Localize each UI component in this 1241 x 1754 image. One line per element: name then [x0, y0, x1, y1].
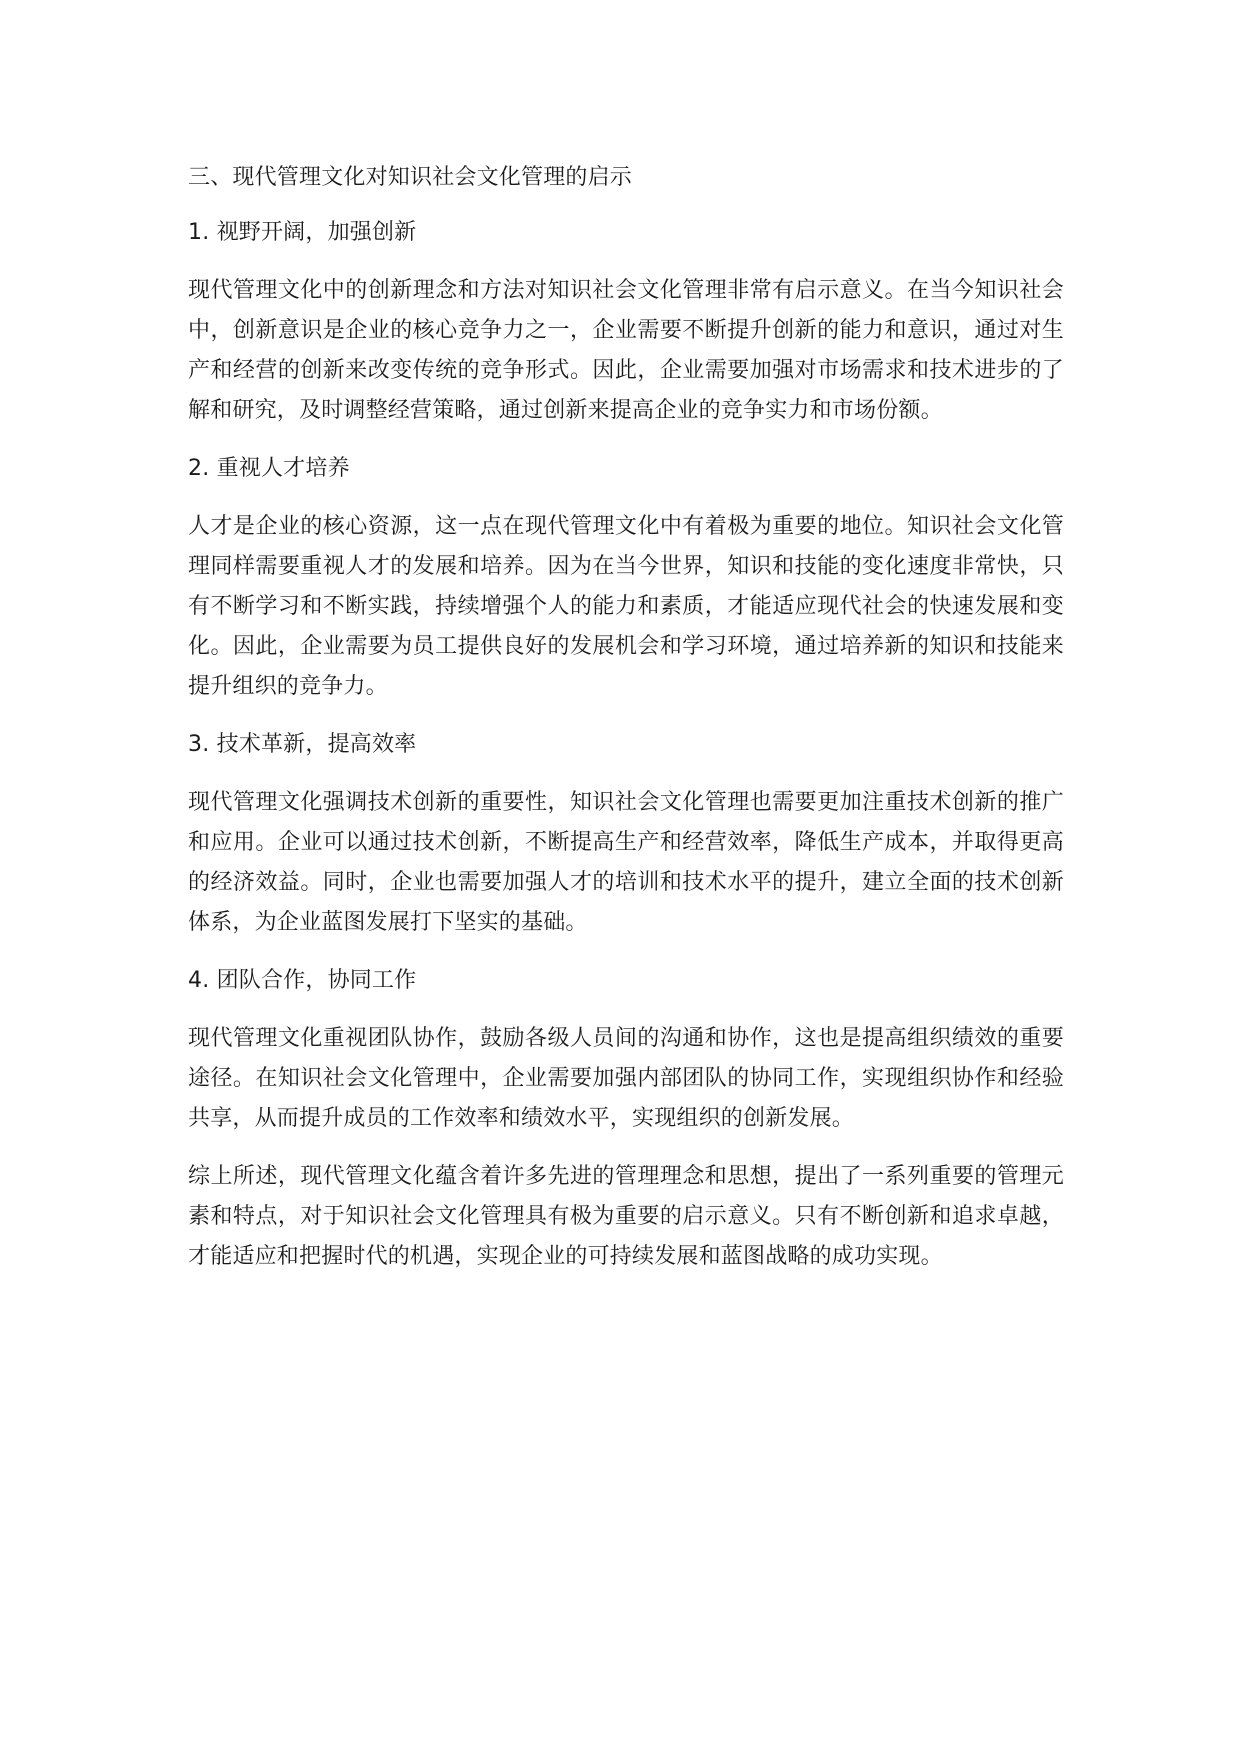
subheading-3: 3. 技术革新，提高效率: [188, 732, 417, 757]
paragraph-3: 现代管理文化强调技术创新的重要性，知识社会文化管理也需要更加注重技术创新的推广和应用。企业可以通过技术创新，不断提高生产和经营效率，降低生产成本，并取得更高的经济效益。同时，企业也需要加强人才的培训和技术水平的提升，建立全面的技术创新体系，为企业蓝图发展打下坚实的基础。: [188, 790, 1064, 935]
conclusion-paragraph: 综上所述，现代管理文化蕴含着许多先进的管理理念和思想，提出了一系列重要的管理元素和特点，对于知识社会文化管理具有极为重要的启示意义。只有不断创新和追求卓越，才能适应和把握时代的机遇，实现企业的可持续发展和蓝图战略的成功实现。: [188, 1164, 1064, 1269]
document-body: [188, 158, 1064, 1295]
section-title: 三、现代管理文化对知识社会文化管理的启示: [188, 165, 633, 190]
subheading-4: 4. 团队合作，协同工作: [188, 968, 417, 993]
paragraph-4: 现代管理文化重视团队协作，鼓励各级人员间的沟通和协作，这也是提高组织绩效的重要途径。在知识社会文化管理中，企业需要加强内部团队的协同工作，实现组织协作和经验共享，从而提升成员的工作效率和绩效水平，实现组织的创新发展。: [188, 1026, 1064, 1131]
subheading-2: 2. 重视人才培养: [188, 456, 350, 481]
subheading-1: 1. 视野开阔，加强创新: [188, 220, 417, 245]
paragraph-2: 人才是企业的核心资源，这一点在现代管理文化中有着极为重要的地位。知识社会文化管理同样需要重视人才的发展和培养。因为在当今世界，知识和技能的变化速度非常快，只有不断学习和不断实践，持续增强个人的能力和素质，才能适应现代社会的快速发展和变化。因此，企业需要为员工提供良好的发展机会和学习环境，通过培养新的知识和技能来提升组织的竞争力。: [188, 514, 1064, 699]
paragraph-1: 现代管理文化中的创新理念和方法对知识社会文化管理非常有启示意义。在当今知识社会中，创新意识是企业的核心竞争力之一，企业需要不断提升创新的能力和意识，通过对生产和经营的创新来改变传统的竞争形式。因此，企业需要加强对市场需求和技术进步的了解和研究，及时调整经营策略，通过创新来提高企业的竞争实力和市场份额。: [188, 278, 1064, 423]
